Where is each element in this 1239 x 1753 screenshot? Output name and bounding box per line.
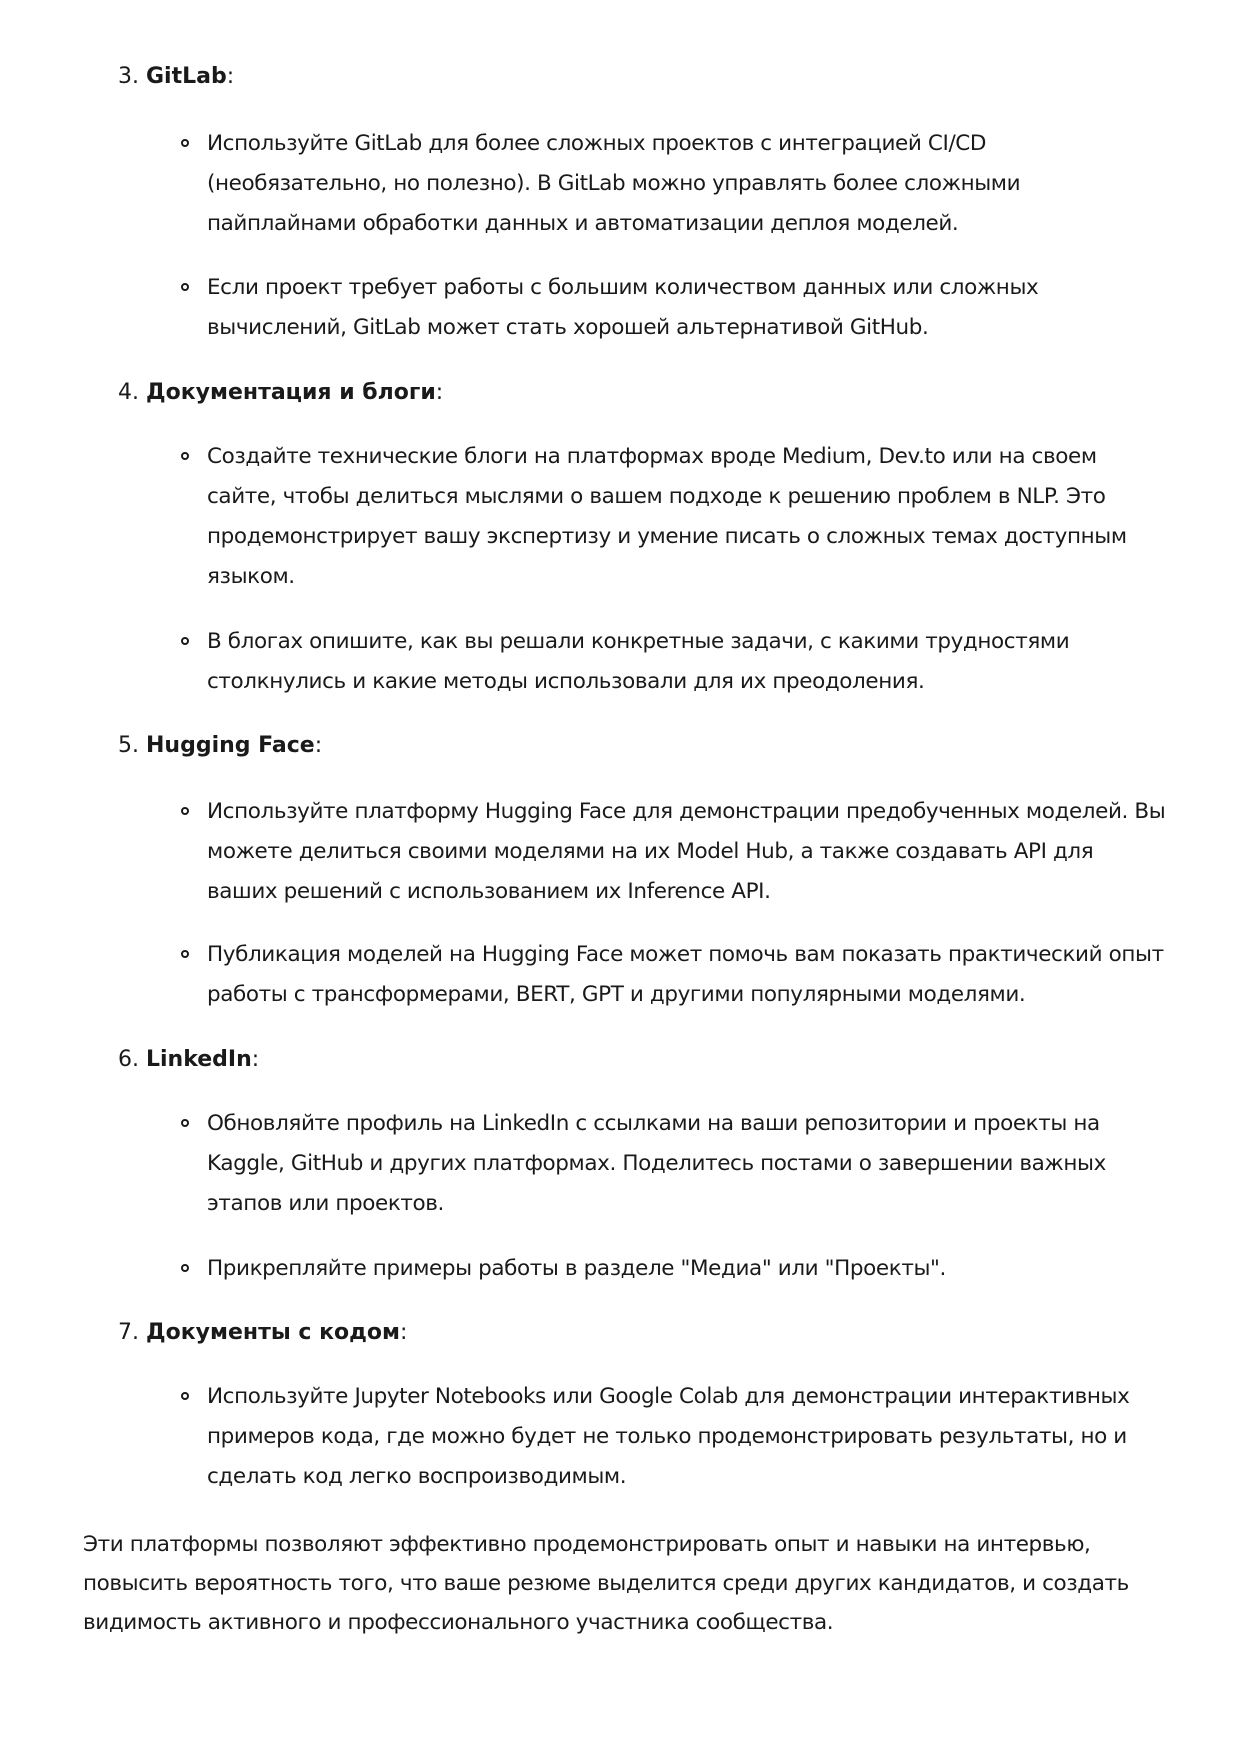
list-item [207, 268, 1167, 348]
circle-bullet-icon [181, 807, 189, 815]
section-heading-linkedin [118, 1045, 259, 1075]
section-heading-gitlab [118, 62, 234, 92]
circle-bullet-icon [181, 139, 189, 147]
section-suffix: : [314, 733, 323, 758]
list-item [207, 622, 1167, 702]
circle-bullet-icon [181, 1392, 189, 1400]
list-item [207, 1249, 1167, 1289]
list-item-text: Используйте GitLab для более сложных проектов с интеграцией CI/CD (необязательно, но полезно). В GitLab можно управлять более сложными пайплайнами обработки данных и автоматизации деплоя моделей. [207, 131, 1021, 236]
section-title: Документация и блоги [146, 380, 436, 405]
section-number: 5. [118, 733, 139, 758]
section-title: LinkedIn [146, 1047, 252, 1072]
section-title: Hugging Face [146, 733, 315, 758]
circle-bullet-icon [181, 1264, 189, 1272]
list-item [207, 935, 1167, 1015]
circle-bullet-icon [181, 1119, 189, 1127]
section-number: 6. [118, 1047, 139, 1072]
list-item-text: Используйте Jupyter Notebooks или Google Colab для демонстрации интерактивных примеров кода, где можно будет не только продемонстрировать результаты, но и сделать код легко воспроизводимым. [207, 1384, 1130, 1489]
circle-bullet-icon [181, 452, 189, 460]
section-title: GitLab [146, 64, 227, 89]
list-item-text: Создайте технические блоги на платформах вроде Medium, Dev.to или на своем сайте, чтобы делиться мыслями о вашем подходе к решению проблем в NLP. Это продемонстрирует вашу экспертизу и умение писать о сложных темах доступным языком. [207, 444, 1127, 589]
circle-bullet-icon [181, 637, 189, 645]
section-suffix: : [226, 64, 235, 89]
conclusion-paragraph: Эти платформы позволяют эффективно продемонстрировать опыт и навыки на интервью, повысить вероятность того, что ваше резюме выделится среди других кандидатов, и создать видимость активного и профессионального участника сообщества. [83, 1532, 1129, 1635]
list-item-text: Публикация моделей на Hugging Face может помочь вам показать практический опыт работы с трансформерами, BERT, GPT и другими популярными моделями. [207, 942, 1164, 1007]
list-item [207, 437, 1167, 597]
section-suffix: : [400, 1320, 408, 1345]
section-heading-hugging-face [118, 731, 322, 761]
list-item [207, 1377, 1167, 1497]
section-number: 3. [118, 64, 139, 89]
circle-bullet-icon [181, 950, 189, 958]
list-item-text: Если проект требует работы с большим количеством данных или сложных вычислений, GitLab может стать хорошей альтернативой GitHub. [207, 275, 1039, 340]
list-item [207, 124, 1167, 244]
section-number: 7. [118, 1320, 139, 1345]
section-heading-code-documents [118, 1318, 407, 1348]
section-suffix: : [251, 1047, 260, 1072]
list-item [207, 792, 1167, 912]
list-item-text: Прикрепляйте примеры работы в разделе "Медиа" или "Проекты". [207, 1256, 946, 1281]
list-item-text: Используйте платформу Hugging Face для демонстрации предобученных моделей. Вы можете делиться своими моделями на их Model Hub, а также создавать API для ваших решений с использованием их Inference API. [207, 799, 1166, 904]
circle-bullet-icon [181, 283, 189, 291]
section-number: 4. [118, 380, 139, 405]
list-item [207, 1104, 1167, 1224]
list-item-text: В блогах опишите, как вы решали конкретные задачи, с какими трудностями столкнулись и какие методы использовали для их преодоления. [207, 629, 1070, 694]
section-suffix: : [435, 380, 444, 405]
section-heading-docs-blogs [118, 378, 443, 408]
section-title: Документы с кодом [146, 1320, 400, 1345]
list-item-text: Обновляйте профиль на LinkedIn с ссылками на ваши репозитории и проекты на Kaggle, GitHub и других платформах. Поделитесь постами о завершении важных этапов или проектов. [207, 1111, 1106, 1216]
